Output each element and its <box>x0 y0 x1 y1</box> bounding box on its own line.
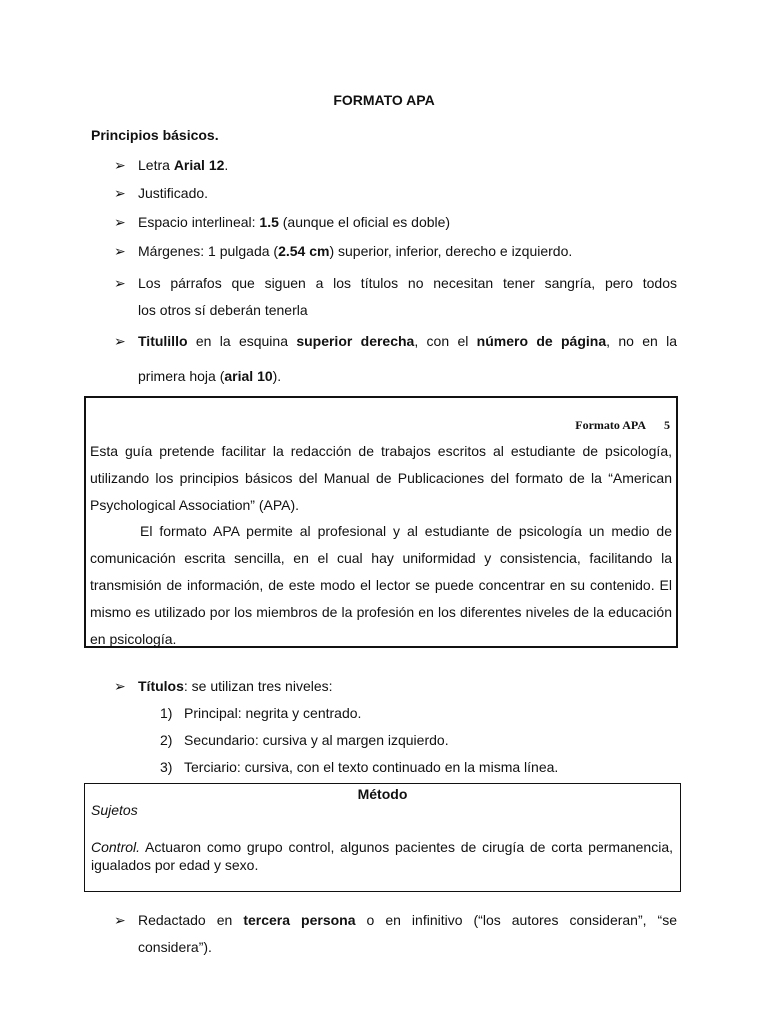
title-level-2: 2) Secundario: cursiva y al margen izquierdo. <box>160 732 449 748</box>
arrow-bullet-icon: ➢ <box>114 333 126 349</box>
bullet-third-person: ➢ Redactado en tercera persona o en infinitivo (“los autores consideran”, “se considera”). <box>114 907 677 961</box>
bullet-running-head: ➢ Titulillo en la esquina superior derecha, con el número de página, no en la primera hoja (arial 10). <box>114 324 677 394</box>
title-level-1: 1) Principal: negrita y centrado. <box>160 705 362 721</box>
example-heading-level2: Sujetos <box>91 802 138 818</box>
example-heading-level1: Método <box>357 786 408 802</box>
page-number: 5 <box>664 418 670 432</box>
arrow-bullet-icon: ➢ <box>114 678 126 694</box>
example-paragraph-1: Esta guía pretende facilitar la redacción de trabajos escritos al estudiante de psicología, utilizando los principios básicos del Manual de Publicaciones del formato de la “American Psychological Association” (APA). <box>90 443 672 513</box>
bullet-margins: ➢ Márgenes: 1 pulgada (2.54 cm) superior, inferior, derecho e izquierdo. <box>114 243 573 259</box>
arrow-bullet-icon: ➢ <box>114 243 126 259</box>
example-paragraph-2: El formato APA permite al profesional y al estudiante de psicología un medio de comunicación escrita sencilla, en el cual hay uniformidad y consistencia, facilitando la transmisión de información, de este modo el lector se puede concentrar en su contenido. El mismo es utilizado por los miembros de la profesión en los diferentes niveles de la educación en psicología. <box>90 523 672 647</box>
arrow-bullet-icon: ➢ <box>114 214 126 230</box>
arrow-bullet-icon: ➢ <box>114 275 126 291</box>
bullet-indent: ➢ Los párrafos que siguen a los títulos no necesitan tener sangría, pero todos los otros sí deberán tenerla <box>114 270 677 324</box>
arrow-bullet-icon: ➢ <box>114 912 126 928</box>
running-head: Formato APA 5 <box>575 418 670 432</box>
headings-example-box <box>84 783 681 892</box>
bullet-spacing: ➢ Espacio interlineal: 1.5 (aunque el oficial es doble) <box>114 214 451 230</box>
bullet-titles: ➢ Títulos: se utilizan tres niveles: <box>114 678 333 694</box>
example-heading-level3: Control. Actuaron como grupo control, algunos pacientes de cirugía de corta permanencia, igualados por edad y sexo. <box>91 839 673 873</box>
arrow-bullet-icon: ➢ <box>114 185 126 201</box>
arrow-bullet-icon: ➢ <box>114 157 126 173</box>
document-title: FORMATO APA <box>333 92 435 108</box>
bullet-font: ➢ Letra Arial 12. <box>114 157 229 173</box>
section-heading: Principios básicos. <box>91 127 219 143</box>
title-level-3: 3) Terciario: cursiva, con el texto continuado en la misma línea. <box>160 759 559 775</box>
bullet-justified: ➢ Justificado. <box>114 185 209 201</box>
example-page-box <box>84 396 678 648</box>
